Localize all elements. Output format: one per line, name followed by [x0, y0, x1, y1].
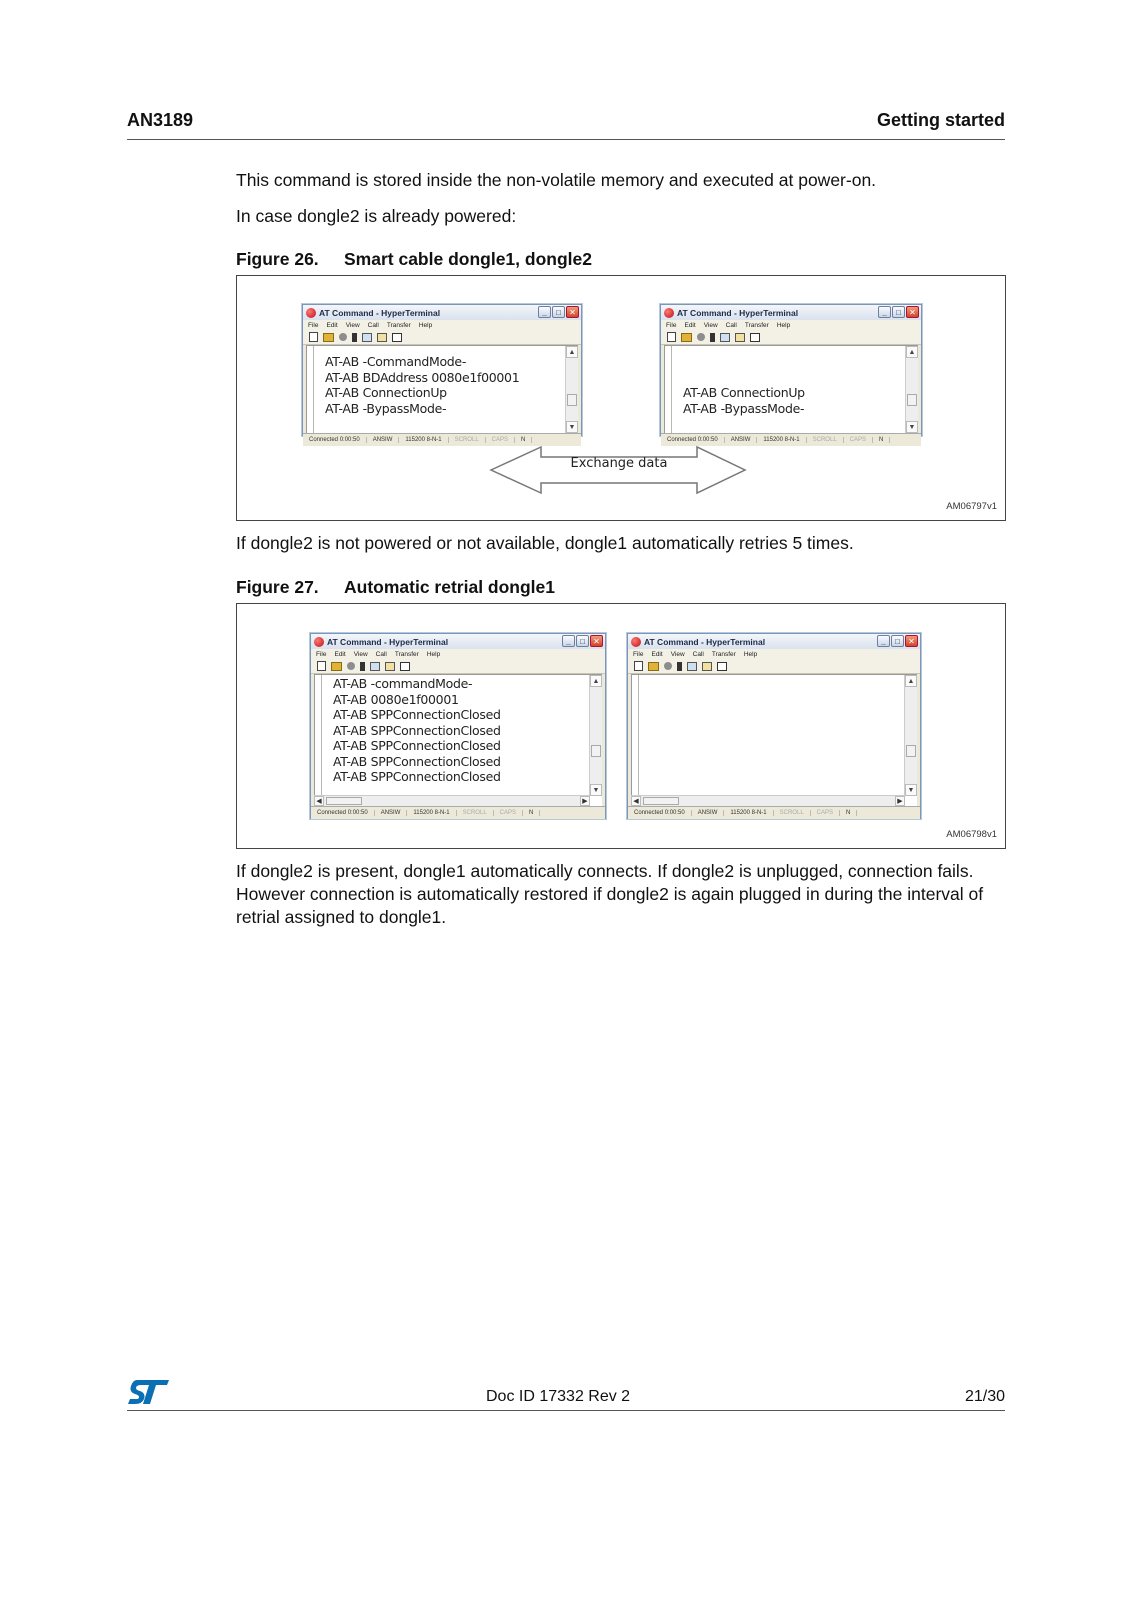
- scroll-thumb[interactable]: [591, 745, 601, 757]
- menu-file[interactable]: File: [666, 321, 677, 329]
- properties-icon[interactable]: [392, 333, 402, 342]
- terminal-line: AT-AB ConnectionUp: [683, 385, 805, 400]
- terminal-line: AT-AB ConnectionUp: [325, 385, 447, 400]
- hyperterminal-window-dongle2-empty: [627, 633, 921, 819]
- send-file-icon[interactable]: [362, 333, 372, 342]
- open-folder-icon[interactable]: [331, 662, 342, 671]
- menu-help[interactable]: Help: [776, 321, 791, 329]
- terminal-line: AT-AB SPPConnectionClosed: [333, 707, 501, 722]
- minimize-button[interactable]: _: [562, 635, 575, 647]
- terminal-line: AT-AB -BypassMode-: [325, 400, 447, 416]
- menu-file[interactable]: File: [633, 650, 644, 658]
- maximize-button[interactable]: □: [576, 635, 589, 647]
- maximize-button[interactable]: □: [892, 306, 905, 318]
- menu-edit[interactable]: Edit: [651, 650, 663, 658]
- close-button[interactable]: ✕: [566, 306, 579, 318]
- properties-icon[interactable]: [717, 662, 727, 671]
- disconnect-icon[interactable]: [710, 333, 715, 342]
- menu-call[interactable]: Call: [725, 321, 737, 329]
- figure-26-id: AM06797v1: [946, 501, 997, 512]
- terminal-line: AT-AB SPPConnectionClosed: [333, 738, 501, 753]
- status-settings: 115200 8-N-1: [724, 810, 773, 816]
- menu-file[interactable]: File: [316, 650, 327, 658]
- window-titlebar: [661, 305, 921, 320]
- scroll-up-icon[interactable]: ▲: [906, 346, 918, 358]
- doc-code: AN3189: [127, 110, 194, 130]
- receive-file-icon[interactable]: [735, 333, 745, 342]
- horizontal-scrollbar[interactable]: [631, 795, 905, 806]
- hyperterminal-window-dongle2: [660, 304, 922, 443]
- status-num: N: [873, 437, 890, 443]
- new-connection-icon[interactable]: [309, 332, 318, 342]
- menu-call[interactable]: Call: [367, 321, 379, 329]
- scroll-left-icon[interactable]: ◀: [314, 796, 324, 806]
- status-scroll: SCROLL: [449, 437, 486, 443]
- status-emulation: ANSIW: [375, 810, 408, 816]
- window-titlebar: [311, 634, 605, 649]
- terminal-area[interactable]: [314, 674, 602, 806]
- status-bar: [311, 806, 605, 819]
- menu-bar: [661, 320, 921, 330]
- paragraph-1: This command is stored inside the non-volatile memory and executed at power-on.: [236, 170, 877, 190]
- menu-bar: [628, 649, 920, 659]
- menu-call[interactable]: Call: [692, 650, 704, 658]
- status-connected: Connected 0:00:50: [303, 437, 367, 443]
- terminal-area[interactable]: [631, 674, 917, 806]
- receive-file-icon[interactable]: [385, 662, 395, 671]
- scroll-thumb[interactable]: [567, 394, 577, 406]
- scroll-right-icon[interactable]: ▶: [580, 796, 590, 806]
- send-file-icon[interactable]: [687, 662, 697, 671]
- status-settings: 115200 8-N-1: [399, 437, 448, 443]
- terminal-area[interactable]: [664, 345, 918, 433]
- status-settings: 115200 8-N-1: [757, 437, 806, 443]
- terminal-line: [683, 354, 805, 370]
- toolbar: [311, 659, 605, 674]
- call-icon[interactable]: [697, 333, 705, 341]
- status-caps: CAPS: [494, 810, 523, 816]
- terminal-line: AT-AB BDAddress 0080e1f00001: [325, 369, 520, 385]
- status-num: N: [523, 810, 540, 816]
- scroll-down-icon[interactable]: ▼: [905, 784, 917, 796]
- terminal-text: [325, 354, 519, 416]
- header-rule: [127, 139, 1005, 140]
- footer-page-number: 21/30: [964, 1388, 1005, 1405]
- new-connection-icon[interactable]: [667, 332, 676, 342]
- terminal-line: AT-AB -BypassMode-: [683, 400, 805, 416]
- terminal-text: [333, 676, 501, 785]
- properties-icon[interactable]: [750, 333, 760, 342]
- status-emulation: ANSIW: [367, 437, 400, 443]
- vertical-scrollbar[interactable]: [905, 346, 918, 433]
- window-title: AT Command - HyperTerminal: [644, 636, 766, 647]
- status-connected: Connected 0:00:50: [661, 437, 725, 443]
- status-num: N: [840, 810, 857, 816]
- figure-26-number: Figure 26.: [236, 249, 319, 269]
- menu-view[interactable]: View: [703, 321, 718, 329]
- window-titlebar: [303, 305, 581, 320]
- properties-icon[interactable]: [400, 662, 410, 671]
- scroll-up-icon[interactable]: ▲: [566, 346, 578, 358]
- window-title: AT Command - HyperTerminal: [327, 636, 449, 647]
- st-logo-icon: [127, 1378, 171, 1406]
- paragraph-2: In case dongle2 is already powered:: [236, 206, 517, 226]
- toolbar: [628, 659, 920, 674]
- terminal-line: AT-AB -commandMode-: [333, 676, 473, 691]
- vertical-scrollbar[interactable]: [589, 675, 602, 796]
- figure-27-id: AM06798v1: [946, 829, 997, 840]
- figure-27-caption: [236, 577, 555, 598]
- scroll-thumb[interactable]: [907, 394, 917, 406]
- figure-27-number: Figure 27.: [236, 577, 319, 597]
- minimize-button[interactable]: _: [877, 635, 890, 647]
- status-emulation: ANSIW: [692, 810, 725, 816]
- status-connected: Connected 0:00:50: [628, 810, 692, 816]
- new-connection-icon[interactable]: [317, 661, 326, 671]
- status-caps: CAPS: [844, 437, 873, 443]
- terminal-line: AT-AB SPPConnectionClosed: [333, 769, 501, 784]
- menu-view[interactable]: View: [345, 321, 360, 329]
- status-num: N: [515, 437, 532, 443]
- scroll-thumb[interactable]: [906, 745, 916, 757]
- close-button[interactable]: ✕: [905, 635, 918, 647]
- paragraph-3: If dongle2 is not powered or not available, dongle1 automatically retries 5 times.: [236, 533, 854, 553]
- status-scroll: SCROLL: [774, 810, 811, 816]
- status-scroll: SCROLL: [807, 437, 844, 443]
- status-caps: CAPS: [486, 437, 515, 443]
- hyperterminal-window-dongle1: [302, 304, 582, 443]
- minimize-button[interactable]: _: [878, 306, 891, 318]
- send-file-icon[interactable]: [370, 662, 380, 671]
- menu-edit[interactable]: Edit: [334, 650, 346, 658]
- close-button[interactable]: ✕: [590, 635, 603, 647]
- maximize-button[interactable]: □: [552, 306, 565, 318]
- menu-edit[interactable]: Edit: [326, 321, 338, 329]
- terminal-line: [683, 370, 805, 386]
- menu-call[interactable]: Call: [375, 650, 387, 658]
- vertical-scrollbar[interactable]: [565, 346, 578, 433]
- receive-file-icon[interactable]: [702, 662, 712, 671]
- toolbar: [661, 330, 921, 345]
- terminal-text: [683, 354, 805, 416]
- toolbar: [303, 330, 581, 345]
- scroll-down-icon[interactable]: ▼: [590, 784, 602, 796]
- horizontal-scroll-thumb[interactable]: [326, 797, 362, 805]
- terminal-line: AT-AB -CommandMode-: [325, 354, 467, 369]
- scroll-down-icon[interactable]: ▼: [906, 421, 918, 433]
- menu-transfer[interactable]: Transfer: [744, 321, 769, 329]
- menu-view[interactable]: View: [353, 650, 368, 658]
- status-settings: 115200 8-N-1: [407, 810, 456, 816]
- figure-26-caption: [236, 249, 592, 270]
- footer-doc-id: Doc ID 17332 Rev 2: [486, 1388, 631, 1405]
- horizontal-scrollbar[interactable]: [314, 795, 590, 806]
- receive-file-icon[interactable]: [377, 333, 387, 342]
- menu-bar: [303, 320, 581, 330]
- menu-help[interactable]: Help: [418, 321, 433, 329]
- figure-27-title: Automatic retrial dongle1: [344, 577, 556, 597]
- window-title: AT Command - HyperTerminal: [677, 307, 799, 318]
- scroll-down-icon[interactable]: ▼: [566, 421, 578, 433]
- send-file-icon[interactable]: [720, 333, 730, 342]
- exchange-data-label: Exchange data: [570, 456, 668, 471]
- status-connected: Connected 0:00:50: [311, 810, 375, 816]
- disconnect-icon[interactable]: [677, 662, 682, 671]
- section-title: Getting started: [876, 110, 1005, 130]
- paragraph-4: If dongle2 is present, dongle1 automatically connects. If dongle2 is unplugged, connection fails. However connection is automatically restored if dongle2 is again plugged in during the interval of retrial assigned to dongle1.: [236, 861, 984, 927]
- call-icon[interactable]: [339, 333, 347, 341]
- terminal-line: AT-AB 0080e1f00001: [333, 691, 459, 707]
- status-caps: CAPS: [811, 810, 840, 816]
- hyperterminal-icon: [314, 637, 324, 647]
- horizontal-scroll-thumb[interactable]: [643, 797, 679, 805]
- terminal-line: AT-AB SPPConnectionClosed: [333, 722, 501, 738]
- new-connection-icon[interactable]: [634, 661, 643, 671]
- open-folder-icon[interactable]: [323, 333, 334, 342]
- figure-26-title: Smart cable dongle1, dongle2: [344, 249, 592, 269]
- vertical-scrollbar[interactable]: [904, 675, 917, 796]
- menu-transfer[interactable]: Transfer: [394, 650, 419, 658]
- menu-transfer[interactable]: Transfer: [386, 321, 411, 329]
- disconnect-icon[interactable]: [352, 333, 357, 342]
- menu-help[interactable]: Help: [743, 650, 758, 658]
- minimize-button[interactable]: _: [538, 306, 551, 318]
- menu-transfer[interactable]: Transfer: [711, 650, 736, 658]
- menu-view[interactable]: View: [670, 650, 685, 658]
- scroll-up-icon[interactable]: ▲: [590, 675, 602, 687]
- scroll-up-icon[interactable]: ▲: [905, 675, 917, 687]
- menu-edit[interactable]: Edit: [684, 321, 696, 329]
- maximize-button[interactable]: □: [891, 635, 904, 647]
- hyperterminal-icon: [306, 308, 316, 318]
- terminal-area[interactable]: [306, 345, 578, 433]
- hyperterminal-icon: [631, 637, 641, 647]
- call-icon[interactable]: [347, 662, 355, 670]
- scroll-left-icon[interactable]: ◀: [631, 796, 641, 806]
- open-folder-icon[interactable]: [681, 333, 692, 342]
- call-icon[interactable]: [664, 662, 672, 670]
- menu-bar: [311, 649, 605, 659]
- hyperterminal-icon: [664, 308, 674, 318]
- scroll-right-icon[interactable]: ▶: [895, 796, 905, 806]
- figure-26: [236, 275, 1006, 521]
- status-scroll: SCROLL: [457, 810, 494, 816]
- menu-help[interactable]: Help: [426, 650, 441, 658]
- status-emulation: ANSIW: [725, 437, 758, 443]
- window-titlebar: [628, 634, 920, 649]
- open-folder-icon[interactable]: [648, 662, 659, 671]
- menu-file[interactable]: File: [308, 321, 319, 329]
- footer-rule: [127, 1410, 1005, 1411]
- figure-27: [236, 603, 1006, 849]
- disconnect-icon[interactable]: [360, 662, 365, 671]
- close-button[interactable]: ✕: [906, 306, 919, 318]
- terminal-line: AT-AB SPPConnectionClosed: [333, 753, 501, 769]
- status-bar: [628, 806, 920, 819]
- window-title: AT Command - HyperTerminal: [319, 307, 441, 318]
- hyperterminal-window-dongle1-retrial: [310, 633, 606, 819]
